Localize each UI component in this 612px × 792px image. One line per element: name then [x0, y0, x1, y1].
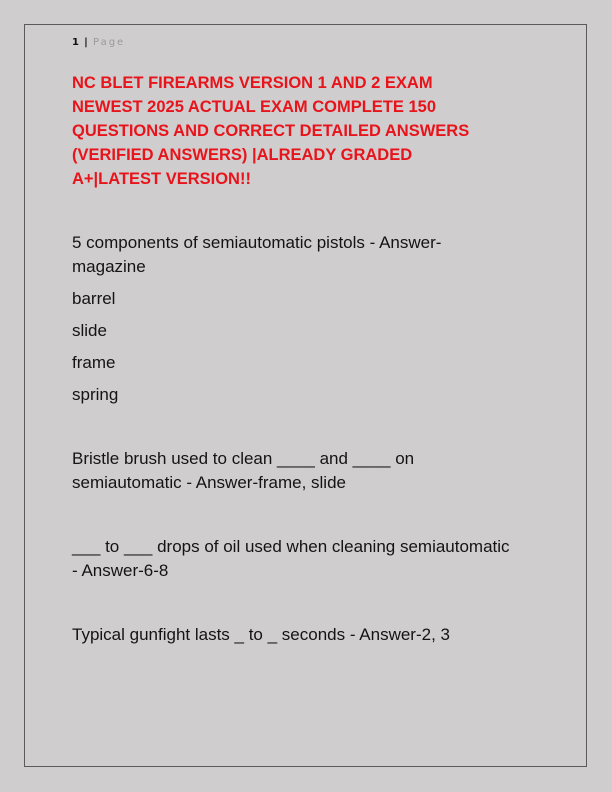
answer-list-item: frame — [72, 353, 116, 372]
page-number-header — [72, 37, 125, 49]
question-3 — [72, 535, 552, 583]
title-line: NEWEST 2025 ACTUAL EXAM COMPLETE 150 — [72, 98, 436, 116]
answer-text: - Answer-6-8 — [72, 561, 169, 580]
answer-list-item: spring — [72, 385, 119, 404]
document-title — [72, 71, 542, 191]
question-1 — [72, 231, 552, 407]
page-number: 1 — [72, 37, 80, 48]
question-text: Bristle brush used to clean ____ and ____ on — [72, 449, 415, 468]
question-text: Typical gunfight lasts _ to _ seconds - Answer-2, 3 — [72, 625, 450, 644]
title-line: NC BLET FIREARMS VERSION 1 AND 2 EXAM — [72, 74, 433, 92]
title-line: (VERIFIED ANSWERS) |ALREADY GRADED — [72, 146, 413, 164]
answer-list-item: barrel — [72, 289, 116, 308]
title-line: QUESTIONS AND CORRECT DETAILED ANSWERS — [72, 122, 470, 140]
answer-list-item: slide — [72, 321, 107, 340]
question-4 — [72, 623, 552, 647]
question-2 — [72, 447, 552, 495]
question-text: ___ to ___ drops of oil used when cleaning semiautomatic — [72, 537, 510, 556]
question-text: 5 components of semiautomatic pistols - Answer- — [72, 233, 442, 252]
page-number-separator: | — [84, 37, 89, 48]
answer-text: semiautomatic - Answer-frame, slide — [72, 473, 346, 492]
title-line: A+|LATEST VERSION!! — [72, 170, 251, 188]
answer-text: magazine — [72, 257, 146, 276]
page-word: Page — [93, 37, 126, 48]
